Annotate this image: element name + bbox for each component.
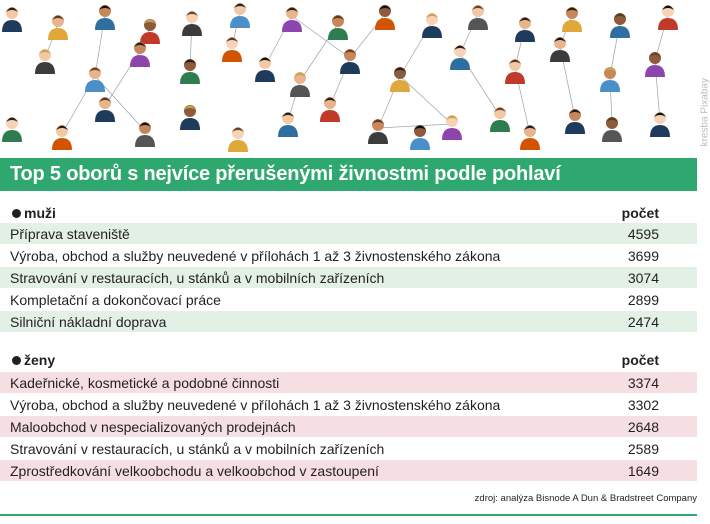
row-value: 2648 [627,419,659,435]
person-icon [515,17,535,42]
section-header-men [0,203,697,223]
person-icon [390,67,410,92]
row-value: 4595 [627,226,659,242]
person-icon [505,59,525,84]
person-icon [180,59,200,84]
person-icon [140,19,160,44]
row-value: 1649 [627,463,659,479]
person-icon [48,15,68,40]
person-icon [95,5,115,30]
person-icon [410,125,430,150]
row-name: Příprava staveniště [10,226,130,242]
person-icon [490,107,510,132]
person-icon [520,125,540,150]
row-value: 3302 [627,397,659,413]
person-icon [135,122,155,147]
table-row [0,394,697,416]
person-icon [650,112,670,137]
person-icon [442,115,462,140]
row-name: Maloobchod v nespecializovaných prodejnách [10,419,296,435]
page-title: Top 5 oborů s nejvíce přerušenými živnostmi podle pohlaví [10,163,561,185]
row-value: 3374 [627,375,659,391]
person-icon [2,117,22,142]
section-label-women-text: ženy [24,352,56,368]
image-credit: kresba Pixabay [699,78,710,147]
count-header-men: počet [621,205,659,221]
bottom-divider [0,514,697,516]
table-men [0,223,697,333]
table-row [0,267,697,289]
row-name: Výroba, obchod a služby neuvedené v přílohách 1 až 3 živnostenského zákona [10,397,501,413]
person-icon [228,127,248,152]
person-icon [2,7,22,32]
row-name: Silniční nákladní doprava [10,314,167,330]
person-icon [328,15,348,40]
person-icon [422,13,442,38]
section-label-men [12,205,56,221]
table-row [0,372,697,394]
person-icon [602,117,622,142]
person-icon [565,109,585,134]
network-graphic [0,0,703,150]
person-icon [550,37,570,62]
person-icon [52,125,72,150]
person-icon [35,49,55,74]
table-row [0,416,697,438]
network-link [378,124,452,128]
row-value: 3699 [627,248,659,264]
row-name: Stravování v restauracích, u stánků a v mobilních zařízeních [10,441,385,457]
row-name: Stravování v restauracích, u stánků a v mobilních zařízeních [10,270,385,286]
people-network-illustration [0,0,710,150]
person-icon [95,97,115,122]
section-header-women [0,350,697,370]
section-label-women [12,352,55,368]
table-row [0,438,697,460]
table-row [0,289,697,311]
section-label-men-text: muži [24,205,56,221]
person-icon [180,105,200,130]
row-value: 3074 [627,270,659,286]
person-icon [450,45,470,70]
table-women [0,372,697,482]
bullet-icon [12,356,21,365]
title-bar [0,158,697,191]
row-name: Výroba, obchod a služby neuvedené v přílohách 1 až 3 živnostenského zákona [10,248,501,264]
bullet-icon [12,209,21,218]
person-icon [320,97,340,122]
network-link [400,76,452,124]
person-icon [368,119,388,144]
table-row [0,311,697,333]
person-icon [282,7,302,32]
row-value: 2474 [627,314,659,330]
table-row [0,245,697,267]
person-icon [85,67,105,92]
person-icon [375,5,395,30]
person-icon [610,13,630,38]
count-header-women: počet [621,352,659,368]
person-icon [230,3,250,28]
row-value: 2899 [627,292,659,308]
row-name: Kadeřnické, kosmetické a podobné činnosti [10,375,280,391]
person-icon [468,5,488,30]
person-icon [255,57,275,82]
person-icon [222,37,242,62]
person-icon [658,5,678,30]
table-row [0,223,697,245]
table-row [0,460,697,482]
person-icon [130,42,150,67]
person-icon [562,7,582,32]
row-value: 2589 [627,441,659,457]
row-name: Kompletační a dokončovací práce [10,292,221,308]
source-note: zdroj: analýza Bisnode A Dun & Bradstreet Company [474,493,697,504]
row-name: Zprostředkování velkoobchodu a velkoobchod v zastoupení [10,463,379,479]
person-icon [278,112,298,137]
person-icon [290,72,310,97]
